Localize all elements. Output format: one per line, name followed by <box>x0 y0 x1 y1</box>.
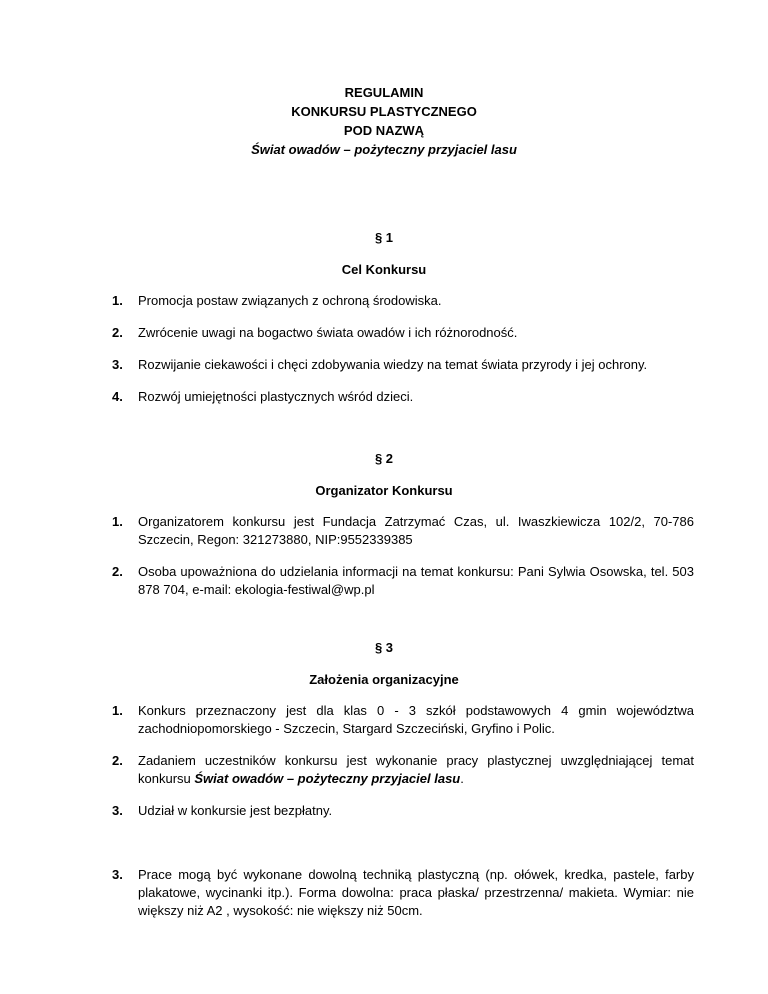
section-1-mark: § 1 <box>374 230 394 245</box>
item-text: Prace mogą być wykonane dowolną techniką plastyczną (np. ołówek, kredka, pastele, farby plakatowe, wycinanki itp.). Forma dowolna: praca płaska/ przestrzenna/ makieta. Wymiar: nie większy niż A2 , wysokość: nie większy niż 50cm. <box>138 867 694 918</box>
item-text: Osoba upoważniona do udzielania informacji na temat konkursu: Pani Sylwia Osowska, tel. 503 878 704, e-mail: ekologia-festiwal@wp.pl <box>138 564 694 597</box>
item-text: Organizatorem konkursu jest Fundacja Zatrzymać Czas, ul. Iwaszkiewicza 102/2, 70-786 Szczecin, Regon: 321273880, NIP:9552339385 <box>138 514 694 547</box>
title-line-pod-nazwa: POD NAZWĄ <box>343 123 425 138</box>
item-text-after: . <box>460 771 464 786</box>
item-number: 1. <box>112 293 123 308</box>
section-1-item-1 <box>112 292 694 310</box>
section-2-mark: § 2 <box>374 451 394 466</box>
title-line-konkurs: KONKURSU PLASTYCZNEGO <box>291 104 477 119</box>
item-number: 2. <box>112 564 123 579</box>
document-title <box>0 83 768 159</box>
item-text: Udział w konkursie jest bezpłatny. <box>138 803 333 818</box>
section-3-item-3 <box>112 802 694 820</box>
section-2-title: Organizator Konkursu <box>315 483 453 498</box>
item-number: 2. <box>112 753 123 768</box>
item-number: 1. <box>112 703 123 718</box>
section-3-item-1 <box>112 702 694 738</box>
section-1-item-4 <box>112 388 694 406</box>
section-3-item-2 <box>112 752 694 788</box>
contest-name-emphasis: Świat owadów – pożyteczny przyjaciel lasu <box>194 771 461 786</box>
item-number: 4. <box>112 389 123 404</box>
item-text: Promocja postaw związanych z ochroną środowiska. <box>138 293 442 308</box>
item-number: 3. <box>112 867 123 882</box>
item-text: Rozwijanie ciekawości i chęci zdobywania wiedzy na temat świata przyrody i jej ochrony. <box>138 357 648 372</box>
item-number: 2. <box>112 325 123 340</box>
item-text: Zwrócenie uwagi na bogactwo świata owadów i ich różnorodność. <box>138 325 518 340</box>
section-1-item-3 <box>112 356 694 374</box>
item-number: 1. <box>112 514 123 529</box>
title-line-regulamin: REGULAMIN <box>344 85 424 100</box>
section-1-title: Cel Konkursu <box>341 262 427 277</box>
section-3-title: Założenia organizacyjne <box>309 672 459 687</box>
item-number: 3. <box>112 357 123 372</box>
item-text <box>138 752 694 788</box>
title-line-contest-name: Świat owadów – pożyteczny przyjaciel lasu <box>251 142 517 157</box>
section-1-item-2 <box>112 324 694 342</box>
item-text-before: Zadaniem uczestników konkursu jest wykonanie pracy plastycznej uwzględniającej temat konkursu <box>138 753 694 786</box>
section-3-item-4 <box>112 866 694 920</box>
section-3-mark: § 3 <box>374 640 394 655</box>
item-text: Konkurs przeznaczony jest dla klas 0 - 3 szkół podstawowych 4 gmin województwa zachodniopomorskiego - Szczecin, Stargard Szczeciński, Gryfino i Polic. <box>138 703 694 736</box>
item-number: 3. <box>112 803 123 818</box>
item-text: Rozwój umiejętności plastycznych wśród dzieci. <box>138 389 414 404</box>
section-2-item-2 <box>112 563 694 599</box>
section-2-item-1 <box>112 513 694 549</box>
